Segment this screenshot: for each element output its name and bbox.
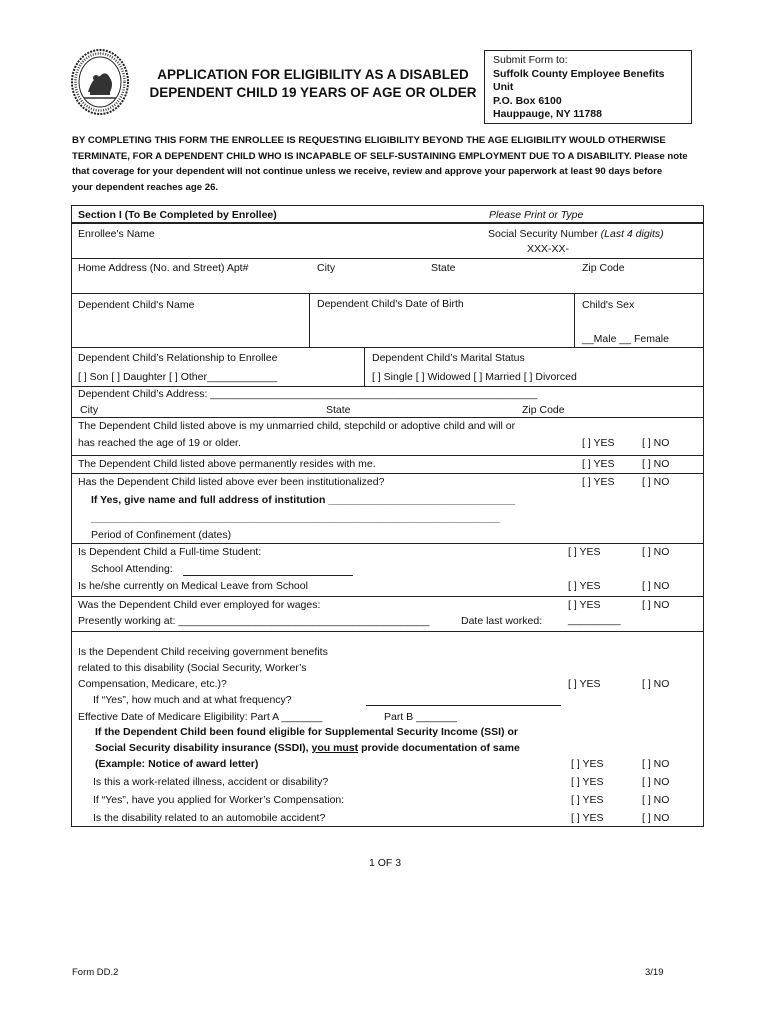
home-address-field[interactable]: Home Address (No. and Street) Apt# <box>78 262 249 274</box>
benefits-frequency-field[interactable] <box>366 705 561 706</box>
submit-box <box>484 50 692 124</box>
relationship-label: Dependent Child’s Relationship to Enrollee <box>78 352 278 364</box>
submit-address-line4: Hauppauge, NY 11788 <box>493 108 602 120</box>
ssi-line2-start: Social Security disability insurance (SSDI), <box>95 742 312 754</box>
date-last-worked-label: Date last worked: <box>461 615 543 627</box>
ssi-line2-emphasis: you must <box>311 742 359 754</box>
state-field[interactable]: State <box>431 262 456 274</box>
employed-no-checkbox[interactable]: [ ] NO <box>642 599 670 611</box>
child-address-state[interactable]: State <box>326 404 351 416</box>
marital-status-label: Dependent Child’s Marital Status <box>372 352 525 364</box>
page-number: 1 OF 3 <box>369 857 402 869</box>
benefits-question-line2: related to this disability (Social Security, Worker’s <box>78 662 307 674</box>
confinement-period-field[interactable]: Period of Confinement (dates) <box>91 529 232 541</box>
workers-comp-yes-checkbox[interactable]: [ ] YES <box>571 794 604 806</box>
child-dob-field[interactable]: Dependent Child's Date of Birth <box>317 298 464 310</box>
workers-comp-question: If “Yes”, have you applied for Worker’s Compensation: <box>93 794 345 806</box>
ssn-mask: XXX-XX- <box>527 243 570 255</box>
auto-accident-question: Is the disability related to an automobile accident? <box>93 812 326 824</box>
child-address-city[interactable]: City <box>80 404 99 416</box>
intro-line2: TERMINATE, FOR A DEPENDENT CHILD WHO IS INCAPABLE OF SELF-SUSTAINING EMPLOYMENT DUE TO A DISABILITY. Please note <box>72 150 688 162</box>
submit-address-line1: Suffolk County Employee Benefits <box>493 67 665 80</box>
unmarried-yes-checkbox[interactable]: [ ] YES <box>582 437 615 449</box>
child-address-field[interactable]: Dependent Child’s Address: ________________________________________________________ <box>78 388 538 400</box>
child-sex-options[interactable]: __Male __ Female <box>582 333 669 345</box>
submit-address-line2: Unit <box>493 81 514 93</box>
employed-yes-checkbox[interactable]: [ ] YES <box>568 599 601 611</box>
section-heading: Section I (To Be Completed by Enrollee) <box>78 209 277 221</box>
form-title-line2: DEPENDENT CHILD 19 YEARS OF AGE OR OLDER <box>149 85 477 100</box>
benefits-yes-checkbox[interactable]: [ ] YES <box>568 678 601 690</box>
marital-status-options[interactable]: [ ] Single [ ] Widowed [ ] Married [ ] Divorced <box>372 371 577 383</box>
ssi-yes-checkbox[interactable]: [ ] YES <box>571 758 604 770</box>
city-field[interactable]: City <box>317 262 336 274</box>
ssi-question-line3: (Example: Notice of award letter) <box>95 758 259 770</box>
medical-leave-no-checkbox[interactable]: [ ] NO <box>642 580 670 592</box>
intro-line4: your dependent reaches age 26. <box>72 181 219 193</box>
county-seal-icon <box>70 48 130 116</box>
auto-accident-yes-checkbox[interactable]: [ ] YES <box>571 812 604 824</box>
ssi-line2-end: provide documentation of same <box>358 742 520 754</box>
print-note: Please Print or Type <box>489 209 584 221</box>
child-name-field[interactable]: Dependent Child's Name <box>78 299 195 311</box>
ssn-label: Social Security Number <box>488 228 598 240</box>
institution-name-field[interactable]: If Yes, give name and full address of institution ________________________________ <box>91 494 516 506</box>
relationship-options[interactable]: [ ] Son [ ] Daughter [ ] Other____________ <box>78 371 278 383</box>
ssi-no-checkbox[interactable]: [ ] NO <box>642 758 670 770</box>
institution-address-line[interactable]: ______________________________________________________________________ <box>91 512 500 524</box>
ssi-question-line2 <box>95 742 520 755</box>
medical-leave-question: Is he/she currently on Medical Leave from School <box>78 580 308 592</box>
zip-field[interactable]: Zip Code <box>582 262 625 274</box>
student-question: Is Dependent Child a Full-time Student: <box>78 546 262 558</box>
student-yes-checkbox[interactable]: [ ] YES <box>568 546 601 558</box>
intro-line1: BY COMPLETING THIS FORM THE ENROLLEE IS REQUESTING ELIGIBILITY BEYOND THE AGE ELIGIBILITY WOULD OTHERWISE <box>72 135 666 146</box>
date-last-worked-field[interactable]: _________ <box>568 614 621 626</box>
benefits-question-line1: Is the Dependent Child receiving government benefits <box>78 646 328 658</box>
benefits-question-line3: Compensation, Medicare, etc.)? <box>78 678 227 690</box>
institutionalized-no-checkbox[interactable]: [ ] NO <box>642 476 670 488</box>
resides-question: The Dependent Child listed above permanently resides with me. <box>78 458 376 470</box>
resides-yes-checkbox[interactable]: [ ] YES <box>582 458 615 470</box>
work-related-question: Is this a work-related illness, accident or disability? <box>93 776 329 788</box>
submit-label: Submit Form to: <box>493 54 568 66</box>
form-id: Form DD.2 <box>72 967 119 978</box>
child-sex-label: Child's Sex <box>582 299 635 311</box>
work-related-yes-checkbox[interactable]: [ ] YES <box>571 776 604 788</box>
ssn-field[interactable] <box>488 228 664 241</box>
unmarried-no-checkbox[interactable]: [ ] NO <box>642 437 670 449</box>
institutionalized-question: Has the Dependent Child listed above ever been institutionalized? <box>78 476 385 488</box>
auto-accident-no-checkbox[interactable]: [ ] NO <box>642 812 670 824</box>
enrollee-name-field[interactable]: Enrollee's Name <box>78 228 155 240</box>
workers-comp-no-checkbox[interactable]: [ ] NO <box>642 794 670 806</box>
benefits-frequency-label: If “Yes”, how much and at what frequency? <box>93 694 292 706</box>
intro-paragraph <box>72 133 702 195</box>
ssi-question-line1: If the Dependent Child been found eligible for Supplemental Security Income (SSI) or <box>95 726 518 738</box>
form-title-line1: APPLICATION FOR ELIGIBILITY AS A DISABLED <box>157 67 469 82</box>
work-related-no-checkbox[interactable]: [ ] NO <box>642 776 670 788</box>
school-attending-label: School Attending: <box>91 563 173 575</box>
unmarried-question-line2: has reached the age of 19 or older. <box>78 437 241 449</box>
school-attending-field[interactable] <box>183 575 353 576</box>
intro-line3: that coverage for your dependent will not continue unless we receive, review and approve your paperwork at least 90 days before <box>72 166 663 177</box>
form-revision: 3/19 <box>645 967 664 978</box>
medicare-part-b-field[interactable]: Part B _______ <box>384 711 457 723</box>
institutionalized-yes-checkbox[interactable]: [ ] YES <box>582 476 615 488</box>
employed-question: Was the Dependent Child ever employed for wages: <box>78 599 321 611</box>
medical-leave-yes-checkbox[interactable]: [ ] YES <box>568 580 601 592</box>
resides-no-checkbox[interactable]: [ ] NO <box>642 458 670 470</box>
unmarried-question-line1: The Dependent Child listed above is my unmarried child, stepchild or adoptive child and will or <box>78 420 516 432</box>
submit-address-line3: P.O. Box 6100 <box>493 94 562 107</box>
medicare-part-a-field[interactable]: Effective Date of Medicare Eligibility: Part A _______ <box>78 711 323 723</box>
ssn-note: (Last 4 digits) <box>600 228 664 240</box>
form-title <box>148 66 478 102</box>
presently-working-field[interactable]: Presently working at: ___________________________________________ <box>78 615 430 627</box>
student-no-checkbox[interactable]: [ ] NO <box>642 546 670 558</box>
benefits-no-checkbox[interactable]: [ ] NO <box>642 678 670 690</box>
child-address-zip[interactable]: Zip Code <box>522 404 565 416</box>
